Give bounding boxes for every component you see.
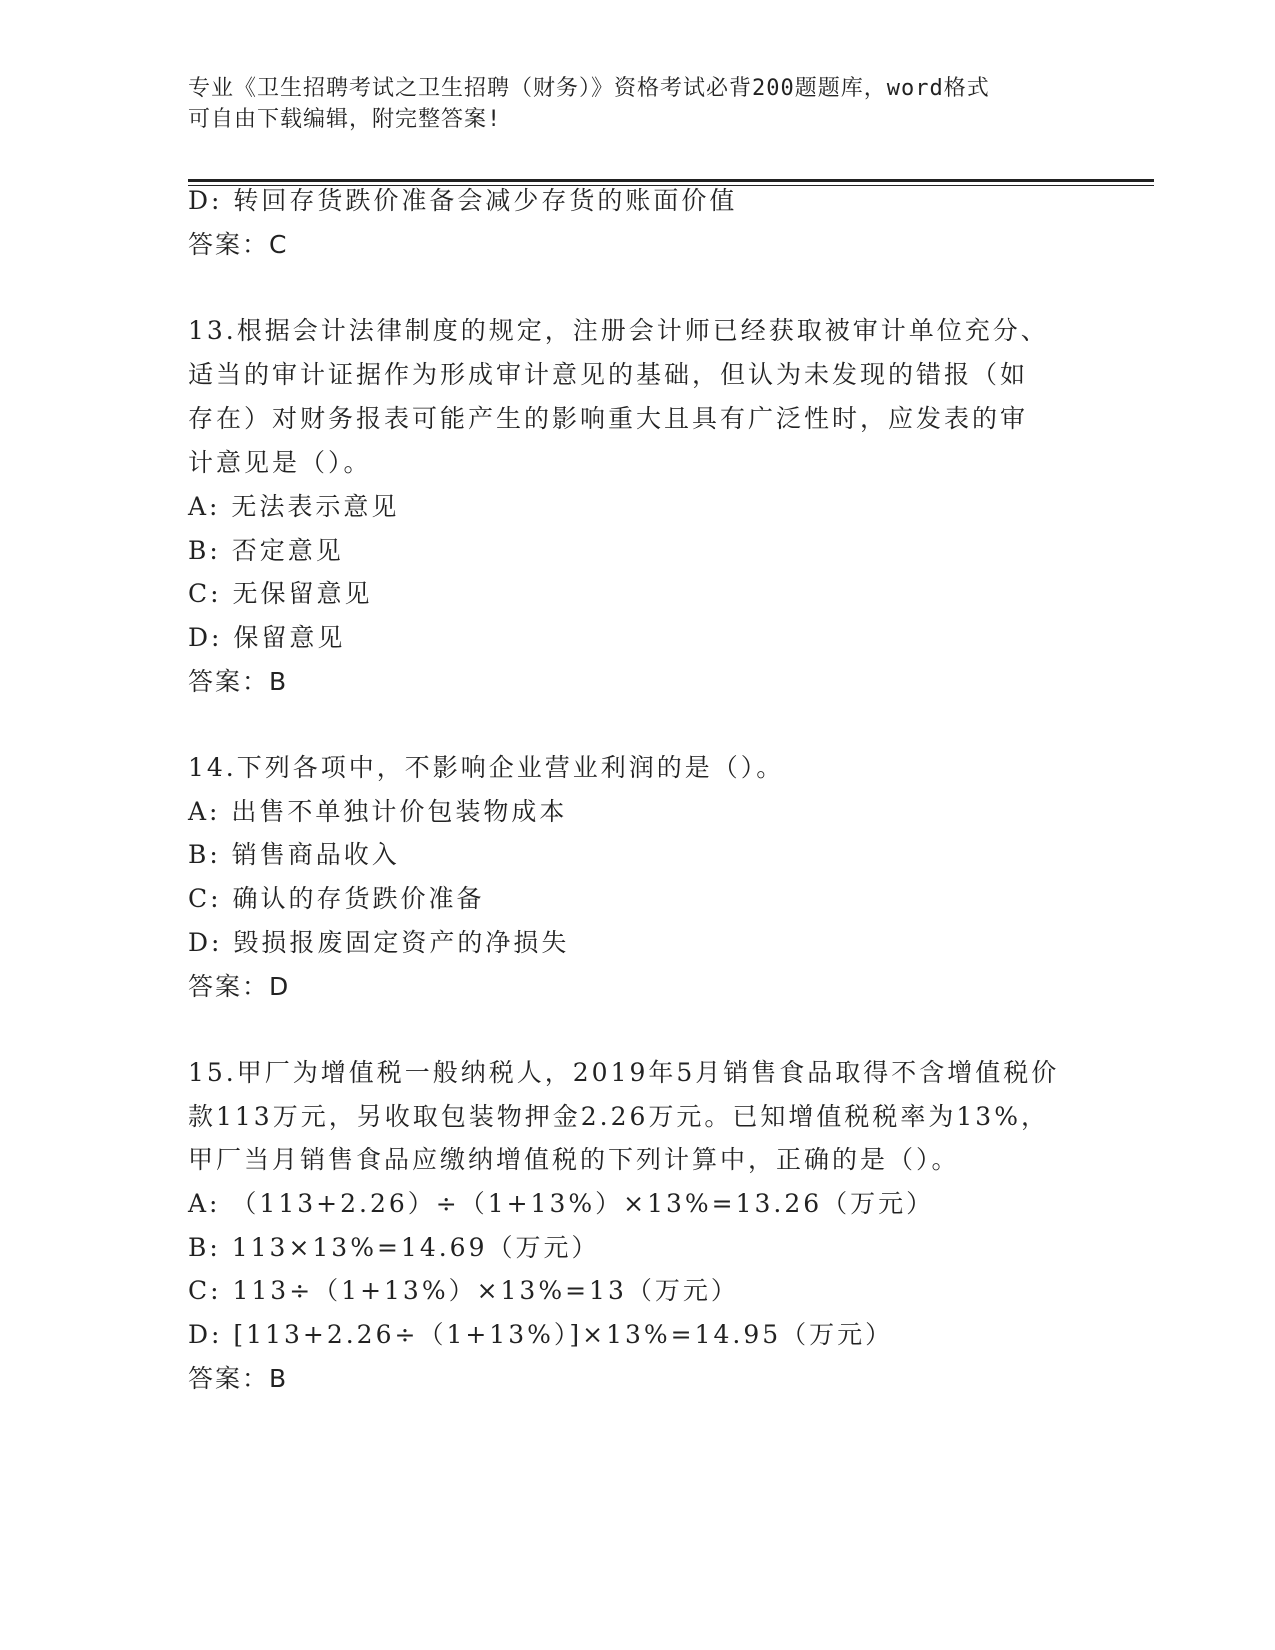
- q14-option-c: C: 确认的存货跌价准备: [188, 884, 485, 913]
- q14-option-b: B: 销售商品收入: [188, 840, 400, 869]
- header-divider-thick: [188, 179, 1154, 182]
- q13-option-d: D: 保留意见: [188, 623, 346, 652]
- q15-option-d: D: [113+2.26÷（1+13%）]×13%=14.95（万元）: [188, 1320, 894, 1349]
- q14-stem-line-1: 14.下列各项中，不影响企业营业利润的是（）。: [188, 753, 785, 782]
- q13-option-a: A: 无法表示意见: [188, 492, 400, 521]
- q14-answer: 答案：D: [188, 972, 291, 1001]
- q15-option-a: A: （113+2.26）÷（1+13%）×13%=13.26（万元）: [188, 1189, 935, 1218]
- q13-stem-line-4: 计意见是（）。: [188, 448, 372, 477]
- q14-option-d: D: 毁损报废固定资产的净损失: [188, 928, 570, 957]
- q15-option-b: B: 113×13%=14.69（万元）: [188, 1233, 600, 1262]
- q15-stem-line-3: 甲厂当月销售食品应缴纳增值税的下列计算中，正确的是（）。: [188, 1145, 960, 1174]
- q13-answer: 答案：B: [188, 667, 289, 696]
- q13-option-c: C: 无保留意见: [188, 579, 373, 608]
- q13-option-b: B: 否定意见: [188, 536, 344, 565]
- q15-stem-line-2: 款113万元，另收取包装物押金2.26万元。已知增值税税率为13%，: [188, 1102, 1049, 1131]
- document-header: [188, 73, 1088, 135]
- prev-answer: 答案：C: [188, 230, 289, 259]
- header-line-2: 可自由下载编辑，附完整答案!: [188, 107, 502, 132]
- q14-option-a: A: 出售不单独计价包装物成本: [188, 797, 568, 826]
- q15-option-c: C: 113÷（1+13%）×13%=13（万元）: [188, 1276, 739, 1305]
- header-line-1: 专业《卫生招聘考试之卫生招聘（财务）》资格考试必背200题题库，word格式: [188, 76, 990, 101]
- prev-option-d: D: 转回存货跌价准备会减少存货的账面价值: [188, 186, 738, 215]
- q13-stem-line-1: 13.根据会计法律制度的规定，注册会计师已经获取被审计单位充分、: [188, 316, 1049, 345]
- q13-stem-line-2: 适当的审计证据作为形成审计意见的基础，但认为未发现的错报（如: [188, 360, 1029, 389]
- q15-stem-line-1: 15.甲厂为增值税一般纳税人，2019年5月销售食品取得不含增值税价: [188, 1058, 1060, 1087]
- q13-stem-line-3: 存在）对财务报表可能产生的影响重大且具有广泛性时，应发表的审: [188, 404, 1029, 433]
- q15-answer: 答案：B: [188, 1364, 289, 1393]
